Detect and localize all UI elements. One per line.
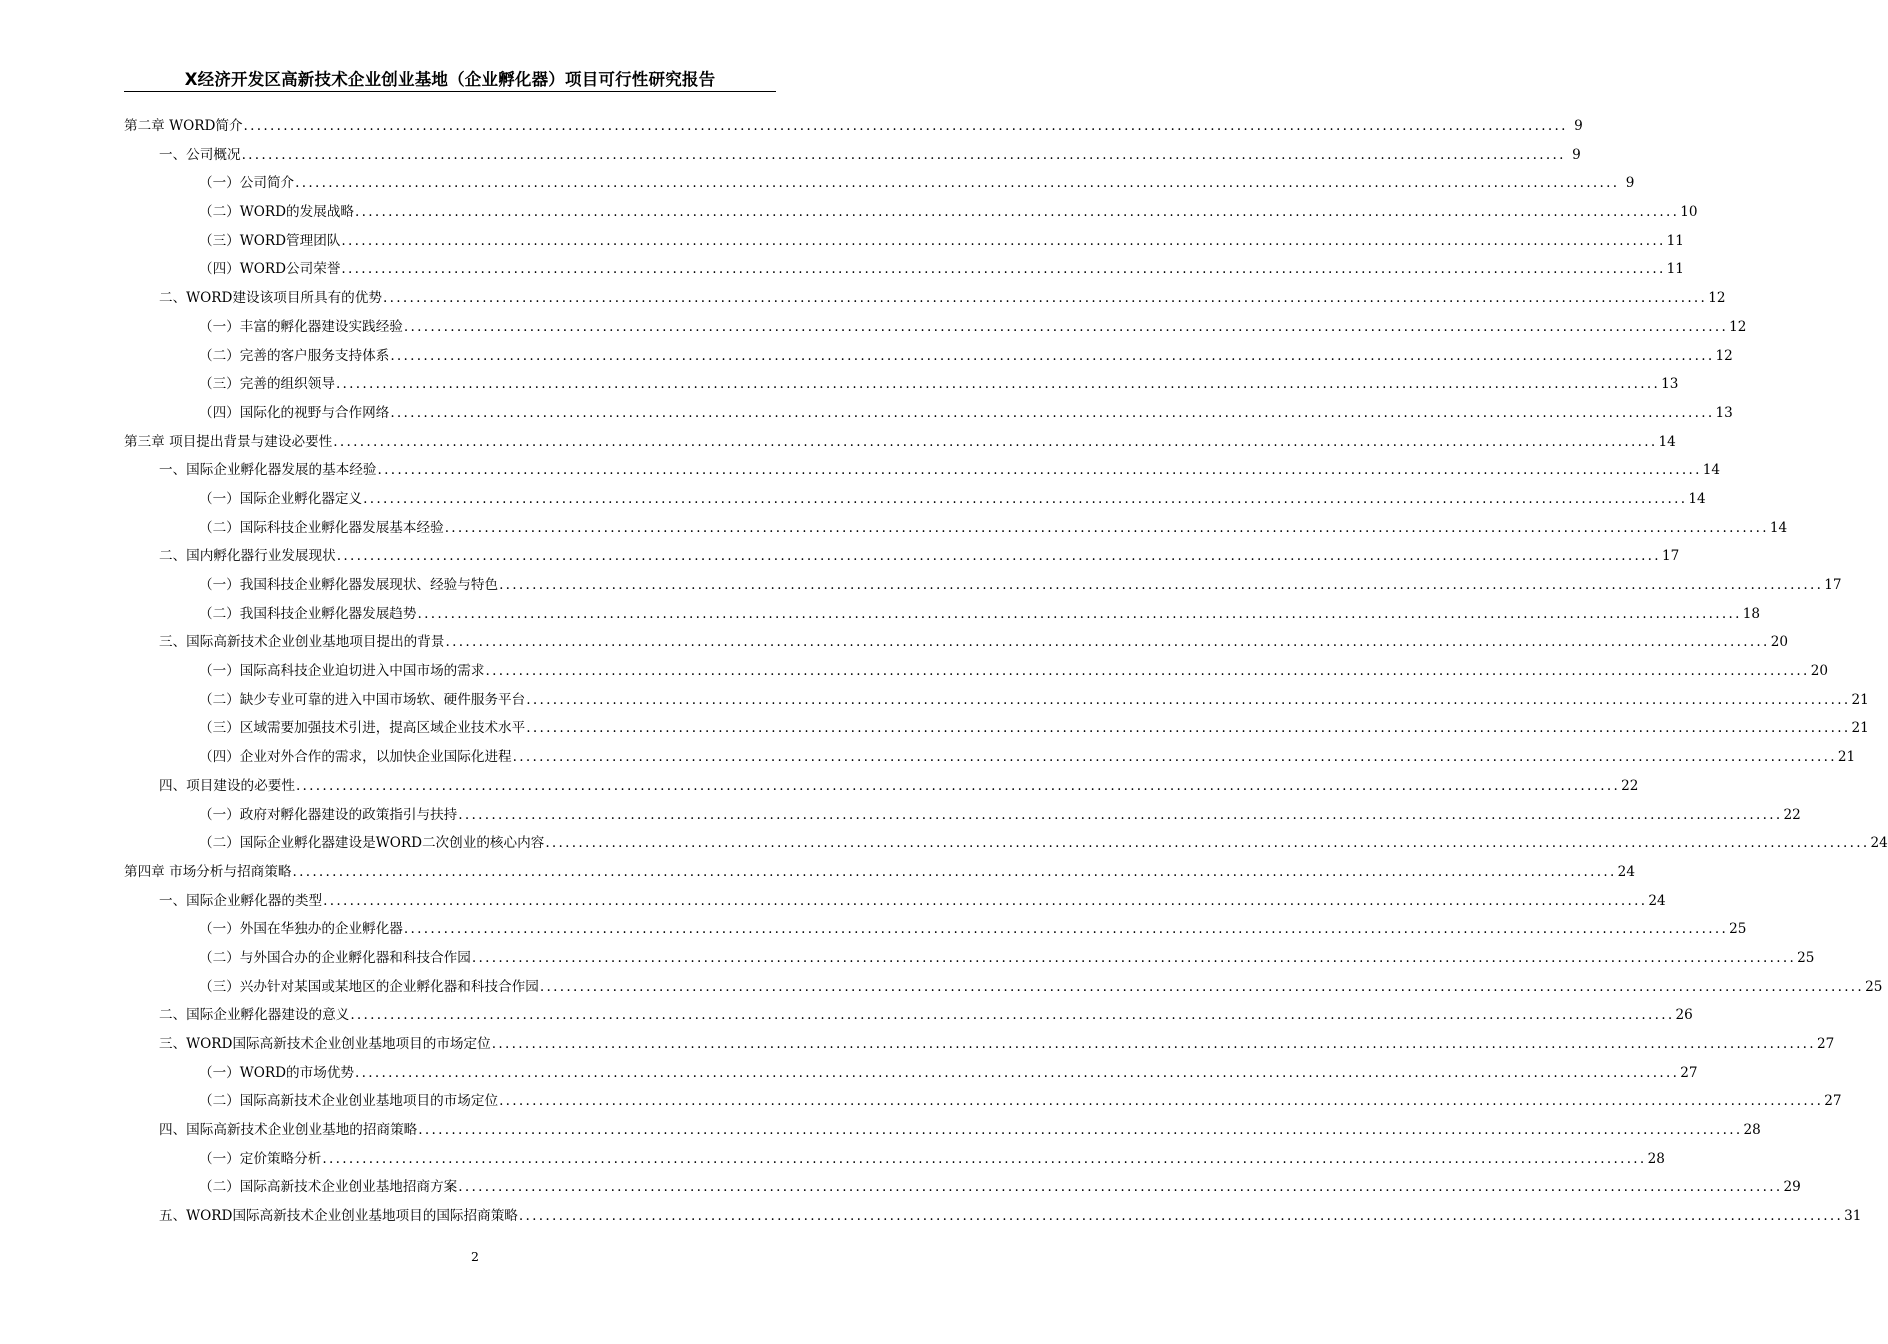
toc-entry-title: 四、项目建设的必要性 bbox=[159, 777, 295, 794]
toc-entry-title: 四、国际高新技术企业创业基地的招商策略 bbox=[159, 1122, 418, 1139]
toc-entry[interactable] bbox=[124, 430, 1676, 459]
toc-entry[interactable] bbox=[124, 1204, 1862, 1233]
toc-entry[interactable] bbox=[124, 544, 1680, 573]
toc-entry[interactable] bbox=[124, 688, 1869, 717]
toc-entry-page: 9 bbox=[1572, 146, 1581, 163]
toc-entry-title: 三、WORD国际高新技术企业创业基地项目的市场定位 bbox=[159, 1036, 491, 1052]
toc-entry[interactable] bbox=[124, 946, 1815, 975]
toc-entry-title: （二）完善的客户服务支持体系 bbox=[199, 347, 390, 364]
toc-entry-title: （四）国际化的视野与合作网络 bbox=[199, 404, 390, 421]
header-divider bbox=[124, 91, 776, 92]
toc-entry-title: （四）企业对外合作的需求，以加快企业国际化进程 bbox=[199, 749, 512, 766]
toc-dot-leader: ........................................................................................................................................................................................................ bbox=[390, 347, 1715, 364]
toc-dot-leader: ........................................................................................................................................................................................................ bbox=[322, 1150, 1647, 1167]
toc-entry[interactable] bbox=[124, 516, 1788, 545]
toc-entry-page: 9 bbox=[1574, 118, 1583, 134]
toc-entry-title: （二）WORD的发展战略 bbox=[199, 204, 354, 221]
toc-dot-leader: ........................................................................................................................................................................................................ bbox=[341, 232, 1666, 249]
toc-entry[interactable] bbox=[124, 889, 1666, 918]
toc-dot-leader: ........................................................................................................................................................................................................ bbox=[243, 118, 1568, 134]
toc-entry[interactable] bbox=[124, 143, 1581, 172]
toc-entry-page: 24 bbox=[1648, 892, 1666, 909]
toc-entry[interactable] bbox=[124, 1175, 1801, 1204]
toc-dot-leader: ........................................................................................................................................................................................................ bbox=[539, 978, 1865, 995]
table-of-contents bbox=[124, 114, 1888, 1233]
toc-entry[interactable] bbox=[124, 975, 1883, 1004]
toc-entry-title: （一）定价策略分析 bbox=[199, 1150, 322, 1167]
toc-entry-page: 25 bbox=[1865, 978, 1883, 995]
toc-dot-leader: ........................................................................................................................................................................................................ bbox=[458, 1179, 1783, 1196]
toc-entry[interactable] bbox=[124, 573, 1842, 602]
toc-dot-leader: ........................................................................................................................................................................................................ bbox=[295, 777, 1621, 794]
toc-entry[interactable] bbox=[124, 1118, 1761, 1147]
toc-entry[interactable] bbox=[124, 229, 1684, 258]
toc-entry-title: 二、国际企业孵化器建设的意义 bbox=[159, 1007, 350, 1024]
toc-entry[interactable] bbox=[124, 831, 1888, 860]
toc-dot-leader: ........................................................................................................................................................................................................ bbox=[545, 835, 1870, 852]
toc-entry[interactable] bbox=[124, 458, 1721, 487]
toc-dot-leader: ........................................................................................................................................................................................................ bbox=[295, 175, 1620, 192]
toc-entry-title: （一）国际企业孵化器定义 bbox=[199, 490, 363, 507]
toc-entry-page: 12 bbox=[1715, 347, 1733, 364]
toc-entry[interactable] bbox=[124, 602, 1761, 631]
toc-entry-page: 21 bbox=[1837, 749, 1856, 766]
toc-dot-leader: ........................................................................................................................................................................................................ bbox=[499, 1093, 1824, 1110]
toc-entry-title: 第二章 WORD简介 bbox=[124, 118, 243, 134]
toc-entry-page: 13 bbox=[1661, 376, 1679, 393]
toc-entry-title: （二）与外国合办的企业孵化器和科技合作园 bbox=[199, 949, 471, 966]
toc-entry-page: 12 bbox=[1729, 318, 1747, 335]
toc-entry-page: 31 bbox=[1844, 1208, 1862, 1225]
toc-dot-leader: ........................................................................................................................................................................................................ bbox=[471, 949, 1797, 966]
toc-entry[interactable] bbox=[124, 1089, 1842, 1118]
toc-entry[interactable] bbox=[124, 716, 1869, 745]
toc-entry-page: 29 bbox=[1783, 1179, 1801, 1196]
toc-entry-page: 22 bbox=[1621, 777, 1639, 794]
toc-entry[interactable] bbox=[124, 917, 1747, 946]
toc-dot-leader: ........................................................................................................................................................................................................ bbox=[526, 691, 1851, 708]
toc-entry-page: 28 bbox=[1647, 1150, 1665, 1167]
document-header-title: X经济开发区高新技术企业创业基地（企业孵化器）项目可行性研究报告 bbox=[184, 70, 716, 89]
toc-entry[interactable] bbox=[124, 114, 1583, 143]
toc-entry-page: 14 bbox=[1769, 519, 1788, 536]
toc-dot-leader: ........................................................................................................................................................................................................ bbox=[390, 404, 1715, 421]
toc-entry-page: 26 bbox=[1675, 1007, 1693, 1024]
toc-dot-leader: ........................................................................................................................................................................................................ bbox=[417, 605, 1742, 622]
toc-entry-title: （二）国际企业孵化器建设是WORD二次创业的核心内容 bbox=[199, 835, 545, 852]
toc-entry[interactable] bbox=[124, 315, 1747, 344]
toc-entry-page: 17 bbox=[1824, 577, 1842, 593]
toc-entry[interactable] bbox=[124, 630, 1788, 659]
toc-entry[interactable] bbox=[124, 286, 1726, 315]
toc-entry-page: 17 bbox=[1661, 548, 1680, 565]
toc-dot-leader: ........................................................................................................................................................................................................ bbox=[485, 663, 1810, 680]
toc-entry-title: （三）兴办针对某国或某地区的企业孵化器和科技合作园 bbox=[199, 978, 539, 995]
toc-entry-title: 一、国际企业孵化器的类型 bbox=[159, 892, 323, 909]
toc-entry-title: （一）国际高科技企业迫切进入中国市场的需求 bbox=[199, 663, 485, 680]
toc-entry-title: （一）外国在华独办的企业孵化器 bbox=[199, 921, 403, 938]
toc-dot-leader: ........................................................................................................................................................................................................ bbox=[445, 634, 1770, 651]
toc-entry-page: 25 bbox=[1729, 921, 1747, 938]
toc-entry-page: 13 bbox=[1715, 404, 1733, 421]
toc-entry-title: （三）区域需要加强技术引进，提高区域企业技术水平 bbox=[199, 720, 526, 737]
toc-entry[interactable] bbox=[124, 803, 1801, 832]
toc-entry[interactable] bbox=[124, 487, 1706, 516]
toc-entry-title: 五、WORD国际高新技术企业创业基地项目的国际招商策略 bbox=[159, 1208, 518, 1225]
toc-entry-title: 第四章 市场分析与招商策略 bbox=[124, 863, 292, 880]
toc-dot-leader: ........................................................................................................................................................................................................ bbox=[518, 1208, 1844, 1225]
toc-dot-leader: ........................................................................................................................................................................................................ bbox=[444, 519, 1769, 536]
toc-entry-page: 14 bbox=[1688, 490, 1706, 507]
toc-entry-title: （一）公司简介 bbox=[199, 175, 295, 192]
toc-entry-page: 18 bbox=[1742, 605, 1761, 622]
toc-entry-title: （二）国际高新技术企业创业基地招商方案 bbox=[199, 1179, 458, 1196]
toc-entry-page: 27 bbox=[1816, 1036, 1835, 1052]
toc-entry-page: 20 bbox=[1770, 634, 1788, 651]
toc-entry-title: （一）政府对孵化器建设的政策指引与扶持 bbox=[199, 806, 458, 823]
toc-dot-leader: ........................................................................................................................................................................................................ bbox=[333, 433, 1658, 450]
toc-entry-title: （三）完善的组织领导 bbox=[199, 376, 335, 393]
toc-entry-title: 三、国际高新技术企业创业基地项目提出的背景 bbox=[159, 634, 445, 651]
toc-entry[interactable] bbox=[124, 401, 1733, 430]
toc-entry[interactable] bbox=[124, 171, 1635, 200]
toc-dot-leader: ........................................................................................................................................................................................................ bbox=[335, 376, 1661, 393]
toc-entry-page: 10 bbox=[1680, 204, 1698, 221]
toc-entry-page: 24 bbox=[1617, 863, 1635, 880]
toc-dot-leader: ........................................................................................................................................................................................................ bbox=[512, 749, 1837, 766]
toc-entry-page: 24 bbox=[1870, 835, 1888, 852]
toc-dot-leader: ........................................................................................................................................................................................................ bbox=[341, 261, 1666, 278]
toc-entry-page: 21 bbox=[1851, 720, 1869, 737]
toc-entry[interactable] bbox=[124, 1061, 1698, 1090]
toc-dot-leader: ........................................................................................................................................................................................................ bbox=[323, 892, 1648, 909]
toc-entry-title: 一、公司概况 bbox=[159, 146, 241, 163]
toc-entry-page: 25 bbox=[1797, 949, 1815, 966]
toc-entry-page: 11 bbox=[1666, 232, 1684, 249]
toc-entry-page: 27 bbox=[1680, 1064, 1698, 1081]
toc-dot-leader: ........................................................................................................................................................................................................ bbox=[491, 1036, 1816, 1052]
toc-dot-leader: ........................................................................................................................................................................................................ bbox=[526, 720, 1851, 737]
toc-entry[interactable] bbox=[124, 1147, 1665, 1176]
toc-entry-page: 28 bbox=[1743, 1122, 1761, 1139]
toc-entry-page: 22 bbox=[1783, 806, 1801, 823]
toc-dot-leader: ........................................................................................................................................................................................................ bbox=[355, 1064, 1680, 1081]
toc-entry-title: （二）国际科技企业孵化器发展基本经验 bbox=[199, 519, 444, 536]
toc-entry-page: 20 bbox=[1810, 663, 1828, 680]
toc-entry-page: 9 bbox=[1625, 175, 1635, 192]
toc-entry-title: 二、WORD建设该项目所具有的优势 bbox=[159, 290, 382, 307]
toc-entry[interactable] bbox=[124, 257, 1684, 286]
toc-dot-leader: ........................................................................................................................................................................................................ bbox=[336, 548, 1661, 565]
toc-entry[interactable] bbox=[124, 774, 1639, 803]
toc-entry-title: 一、国际企业孵化器发展的基本经验 bbox=[159, 462, 377, 479]
toc-entry[interactable] bbox=[124, 659, 1828, 688]
toc-dot-leader: ........................................................................................................................................................................................................ bbox=[403, 318, 1729, 335]
toc-entry-page: 27 bbox=[1824, 1093, 1842, 1110]
toc-entry-title: （一）我国科技企业孵化器发展现状、经验与特色 bbox=[199, 577, 499, 593]
toc-entry[interactable] bbox=[124, 1032, 1835, 1061]
page-number: 2 bbox=[471, 1249, 479, 1264]
toc-dot-leader: ........................................................................................................................................................................................................ bbox=[458, 806, 1783, 823]
toc-entry-page: 14 bbox=[1658, 433, 1676, 450]
toc-entry[interactable] bbox=[124, 860, 1635, 889]
toc-entry[interactable] bbox=[124, 745, 1856, 774]
toc-entry-title: （二）缺少专业可靠的进入中国市场软、硬件服务平台 bbox=[199, 691, 526, 708]
toc-entry[interactable] bbox=[124, 200, 1698, 229]
toc-dot-leader: ........................................................................................................................................................................................................ bbox=[350, 1007, 1675, 1024]
toc-dot-leader: ........................................................................................................................................................................................................ bbox=[382, 290, 1708, 307]
toc-dot-leader: ........................................................................................................................................................................................................ bbox=[355, 204, 1680, 221]
toc-entry-title: 第三章 项目提出背景与建设必要性 bbox=[124, 433, 333, 450]
toc-entry-title: （二）国际高新技术企业创业基地项目的市场定位 bbox=[199, 1093, 499, 1110]
toc-entry-title: （三）WORD管理团队 bbox=[199, 232, 341, 249]
toc-entry-page: 11 bbox=[1666, 261, 1684, 278]
toc-entry-title: （一）WORD的市场优势 bbox=[199, 1064, 354, 1081]
toc-entry-page: 21 bbox=[1851, 691, 1869, 708]
toc-entry[interactable] bbox=[124, 372, 1679, 401]
toc-entry-title: 二、国内孵化器行业发展现状 bbox=[159, 548, 336, 565]
toc-dot-leader: ........................................................................................................................................................................................................ bbox=[418, 1122, 1743, 1139]
toc-dot-leader: ........................................................................................................................................................................................................ bbox=[403, 921, 1729, 938]
toc-entry[interactable] bbox=[124, 344, 1733, 373]
toc-entry-title: （一）丰富的孵化器建设实践经验 bbox=[199, 318, 403, 335]
toc-dot-leader: ........................................................................................................................................................................................................ bbox=[292, 863, 1617, 880]
toc-dot-leader: ........................................................................................................................................................................................................ bbox=[241, 146, 1566, 163]
toc-entry-page: 12 bbox=[1708, 290, 1726, 307]
toc-dot-leader: ........................................................................................................................................................................................................ bbox=[377, 462, 1702, 479]
toc-entry-title: （四）WORD公司荣誉 bbox=[199, 261, 341, 278]
toc-entry-page: 14 bbox=[1702, 462, 1721, 479]
toc-entry-title: （二）我国科技企业孵化器发展趋势 bbox=[199, 605, 417, 622]
toc-dot-leader: ........................................................................................................................................................................................................ bbox=[499, 577, 1824, 593]
toc-entry[interactable] bbox=[124, 1003, 1693, 1032]
toc-dot-leader: ........................................................................................................................................................................................................ bbox=[363, 490, 1688, 507]
